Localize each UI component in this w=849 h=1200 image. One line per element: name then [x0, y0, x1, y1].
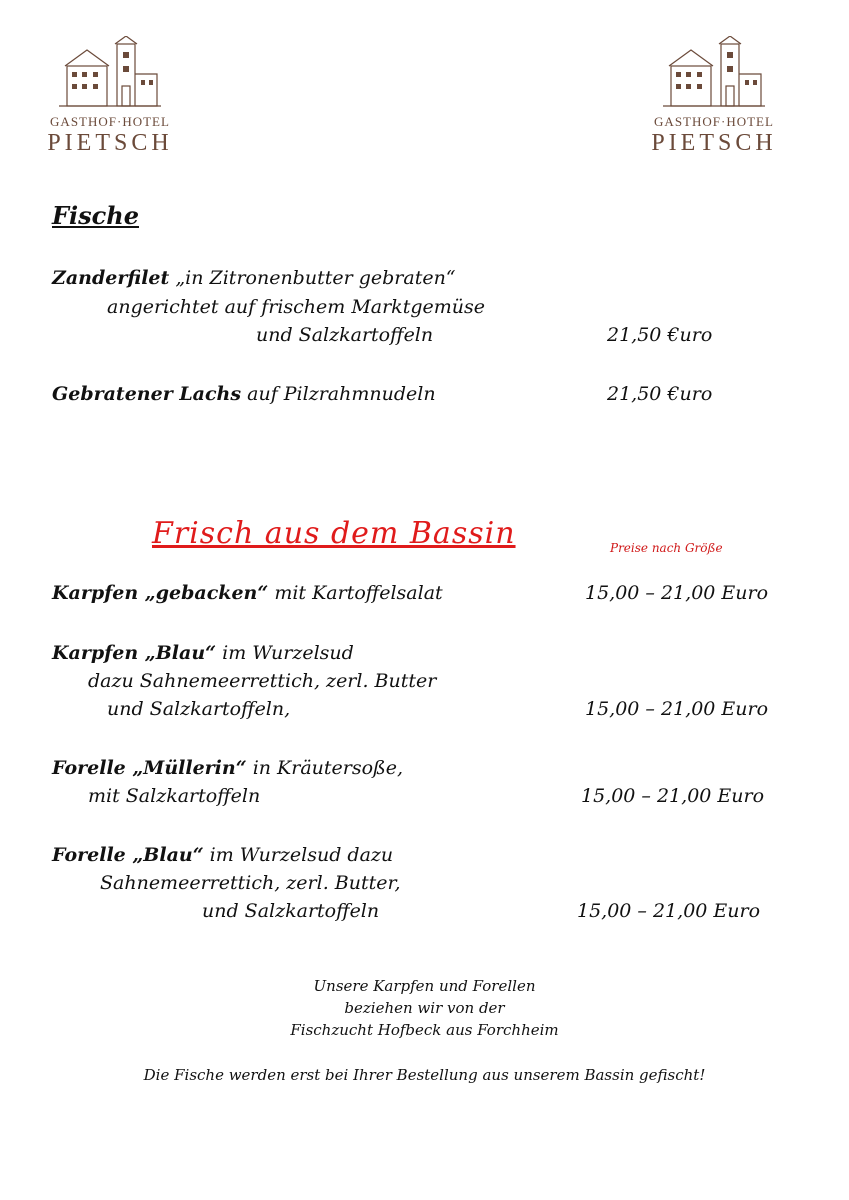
section-heading-fische: Fische	[52, 201, 139, 230]
section-heading-bassin: Frisch aus dem Bassin	[152, 516, 516, 551]
footer-note-line: Fischzucht Hofbeck aus Forchheim	[290, 1021, 559, 1039]
logo-name: PIETSCH	[651, 130, 777, 156]
dish-description: und Salzkartoffeln,	[107, 698, 291, 720]
hotel-logo-right	[639, 36, 789, 156]
logo-name: PIETSCH	[47, 130, 173, 156]
dish-price: 21,50 €uro	[607, 324, 713, 346]
dish-description: auf Pilzrahmnudeln	[247, 383, 436, 405]
menu-item-line	[52, 382, 436, 406]
dish-description: mit Salzkartoffeln	[88, 785, 261, 807]
dish-name: Zanderfilet	[52, 267, 170, 289]
dish-name: Gebratener Lachs	[52, 383, 242, 405]
menu-item-line	[52, 266, 456, 290]
dish-description: im Wurzelsud dazu	[209, 844, 394, 866]
dish-description: im Wurzelsud	[222, 642, 354, 664]
footer-note-line: Unsere Karpfen und Forellen	[313, 977, 536, 995]
dish-price: 15,00 – 21,00 Euro	[585, 698, 769, 720]
dish-description: „in Zitronenbutter gebraten“	[175, 267, 456, 289]
footer-note-line: Die Fische werden erst bei Ihrer Bestellung aus unserem Bassin gefischt!	[143, 1066, 706, 1084]
dish-name: Karpfen „gebacken“	[52, 582, 269, 604]
hotel-building-icon	[55, 36, 165, 112]
dish-description: dazu Sahnemeerrettich, zerl. Butter	[88, 670, 437, 692]
hotel-building-icon	[659, 36, 769, 112]
dish-name: Karpfen „Blau“	[52, 642, 217, 664]
dish-price: 15,00 – 21,00 Euro	[577, 900, 761, 922]
menu-item-line	[52, 581, 443, 605]
dish-price: 21,50 €uro	[607, 383, 713, 405]
dish-description: und Salzkartoffeln	[256, 324, 434, 346]
menu-item-line	[52, 756, 403, 780]
logo-subtitle: GASTHOF·HOTEL	[50, 114, 170, 129]
logo-subtitle: GASTHOF·HOTEL	[654, 114, 774, 129]
price-note: Preise nach Größe	[610, 541, 723, 555]
hotel-logo-left	[35, 36, 185, 156]
dish-description: angerichtet auf frischem Marktgemüse	[107, 296, 485, 318]
menu-item-line	[52, 843, 393, 867]
dish-description: in Kräutersoße,	[252, 757, 404, 779]
dish-description: mit Kartoffelsalat	[274, 582, 443, 604]
dish-description: Sahnemeerrettich, zerl. Butter,	[100, 872, 401, 894]
footer-note-line: beziehen wir von der	[344, 999, 505, 1017]
dish-price: 15,00 – 21,00 Euro	[585, 582, 769, 604]
dish-name: Forelle „Müllerin“	[52, 757, 247, 779]
menu-item-line	[52, 641, 354, 665]
dish-name: Forelle „Blau“	[52, 844, 204, 866]
dish-description: und Salzkartoffeln	[202, 900, 380, 922]
dish-price: 15,00 – 21,00 Euro	[581, 785, 765, 807]
